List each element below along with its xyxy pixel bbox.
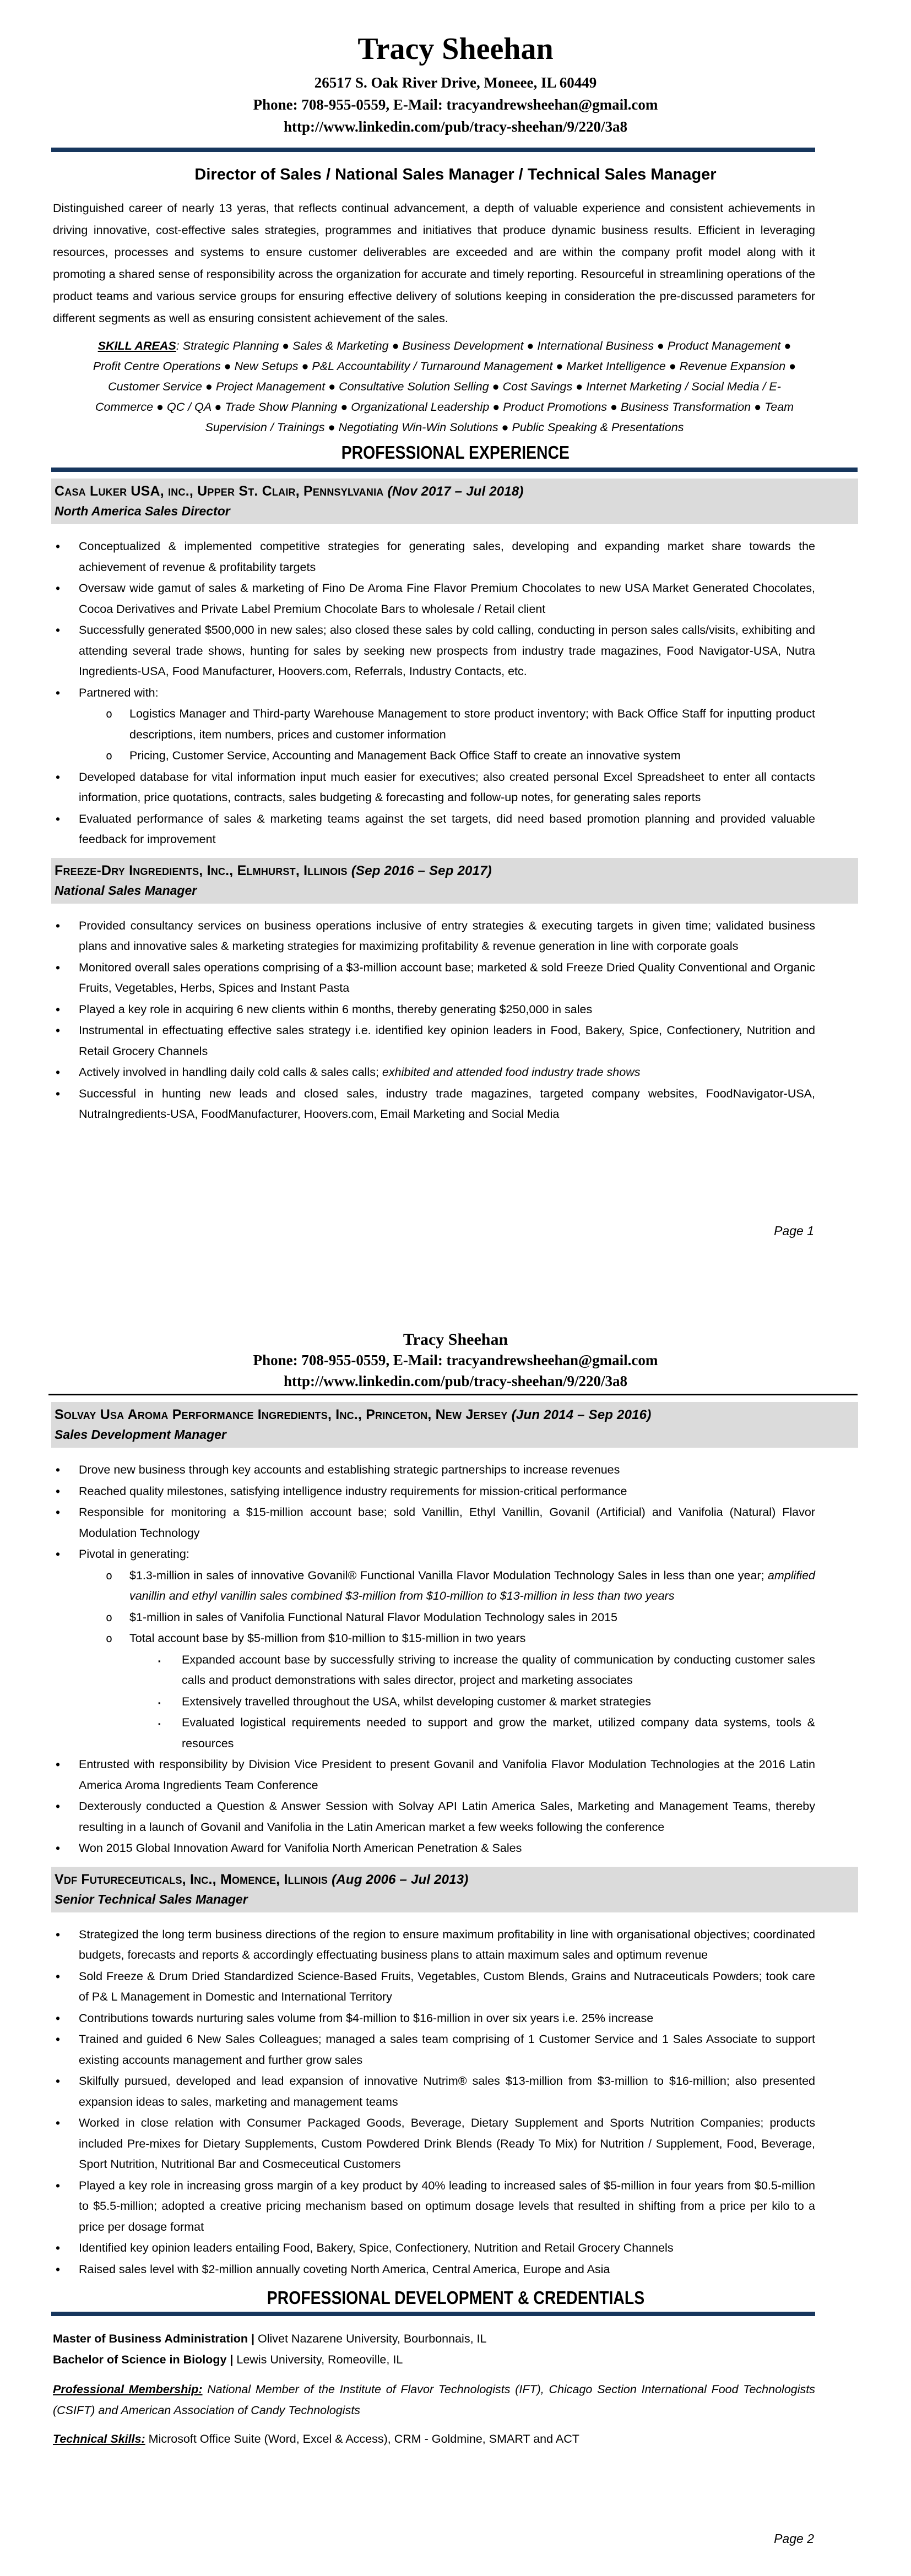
bullet-text: Played a key role in increasing gross margin of a key product by 40% leading to increased sales of $5-million in four years from $0.5-million to $5.5-million; adopted a creative pricing mechanism based on optimum dosage levels that resulted in shifting from a price per kilo to a price per dosage format [79, 2178, 815, 2233]
job-title: Sales Development Manager [55, 1427, 226, 1442]
header-divider [51, 148, 815, 152]
bullet-text: Conceptualized & implemented competitive strategies for generating sales, developing and expanding market share towards the achievement of revenue & profitability targets [79, 540, 815, 574]
bullet-text: Raised sales level with $2-million annually coveting North America, Central America, Europe and Asia [79, 2262, 610, 2276]
bullet-text: Played a key role in acquiring 6 new clients within 6 months, thereby generating $250,000 in sales [79, 1002, 593, 1016]
job-dates: (Nov 2017 – Jul 2018) [387, 484, 524, 499]
bullet-marker-icon: • [56, 1086, 61, 1101]
bullet-item [53, 1925, 815, 1966]
bullet-text: Worked in close relation with Consumer Packaged Goods, Beverage, Dietary Supplement and Sports Nutrition Companies; products included Pre-mixes for Dietary Supplements, Custom Powdered Drink Blends (Ready To Mix) for Nutrition / Supplement, Food, Beverage, Sport Nutrition, Nutritional Bar and Cosmeceutical Customers [79, 2116, 815, 2171]
section-heading-credentials: PROFESSIONAL DEVELOPMENT & CREDENTIALS [267, 2287, 644, 2308]
job-dates: (Sep 2016 – Sep 2017) [351, 863, 492, 878]
bullet-marker-icon: • [56, 581, 61, 595]
bullet-item [53, 2113, 815, 2175]
linkedin-url: http://www.linkedin.com/pub/tracy-sheehan/9/220/3a8 [283, 1373, 628, 1389]
bullet-marker-icon: • [56, 2074, 61, 2088]
bullet-text: Successfully generated $500,000 in new sales; also closed these sales by cold calling, conducting in person sales calls/visits, exhibiting and attending several trade shows, hunting for sales by seeking new prospects from industry trade magazines, Food Navigator-USA, Nutra Ingredients-USA, Food Manufacturer, Hoovers.com, Referrals, Industry Contacts, etc. [79, 623, 815, 678]
bullet-marker-icon: • [56, 1757, 61, 1771]
bullet-item [53, 916, 815, 957]
section-divider [51, 468, 858, 472]
company-name: Solvay Usa Aroma Performance Ingredients, Inc., Princeton, New Jersey [55, 1407, 512, 1422]
bullet-item [53, 2259, 815, 2280]
bullet-text: Provided consultancy services on business operations inclusive of entry strategies & executing targets in given time; validated business plans and innovative sales & marketing strategies for maximizing profitability & revenue generation in line with corporate goals [79, 919, 815, 953]
bullet-text: Sold Freeze & Drum Dried Standardized Science-Based Fruits, Vegetables, Custom Blends, Grains and Nutraceuticals Powders; took care of P& L Management in Domestic and International Territory [79, 1969, 815, 2003]
bullet-item [53, 1692, 815, 1713]
bullet-marker-icon: o [106, 1610, 113, 1624]
company-name: Vdf Futureceuticals, Inc., Momence, Illinois [55, 1871, 332, 1887]
bullet-item [53, 1838, 815, 1859]
technical-skills-label: Technical Skills: [53, 2432, 145, 2445]
skill-areas-list: : Strategic Planning ● Sales & Marketing ● Business Development ● International Business ● Product Management ● Profit Centre Operations ● New Setups ● P&L Accountability / Turnaround Management ● Market Intelligence ● Revenue Expansion ● Customer Service ● Project Management ● Consultative Solution Selling ● Cost Savings ● Internet Marketing / Social Media / E-Commerce ● QC / QA ● Trade Show Planning ● Organizational Leadership ● Product Promotions ● Business Transformation ● Team Supervision / Trainings ● Negotiating Win-Win Solutions ● Public Speaking & Presentations [93, 339, 796, 434]
linkedin-url: http://www.linkedin.com/pub/tracy-sheehan/9/220/3a8 [283, 118, 628, 135]
job-header [51, 479, 858, 524]
bullet-item [53, 2071, 815, 2112]
degree-name: Master of Business Administration | [53, 2332, 255, 2345]
bullet-text: Monitored overall sales operations comprising of a $3-million account base; marketed & sold Freeze Dried Quality Conventional and Organic Fruits, Vegetables, Herbs, Spices and Instant Pasta [79, 960, 815, 994]
bullet-item [53, 1020, 815, 1062]
bullet-marker-icon: o [106, 707, 113, 720]
bullet-marker-icon: ▪ [158, 1656, 161, 1665]
bullet-marker-icon: • [56, 918, 61, 933]
bullet-text: Contributions towards nurturing sales volume from $4-million to $16-million in over six years i.e. 25% increase [79, 2011, 654, 2025]
job-title: North America Sales Director [55, 504, 230, 518]
bullet-text: Trained and guided 6 New Sales Colleagues; managed a sales team comprising of 1 Customer Service and 1 Sales Associate to support existing accounts management and further grow sales [79, 2032, 815, 2067]
bullet-item [53, 1628, 815, 1649]
job-bullet-list [53, 536, 815, 850]
job-company-line [55, 481, 858, 502]
job-title: National Sales Manager [55, 883, 197, 898]
bullet-item [53, 536, 815, 578]
bullet-text: Identified key opinion leaders entailing Food, Bakery, Spice, Confectionery, Nutrition and Retail Grocery Channels [79, 2241, 674, 2254]
job-dates: (Jun 2014 – Sep 2016) [511, 1407, 652, 1422]
bullet-item [53, 1544, 815, 1565]
bullet-text: Dexterously conducted a Question & Answer Session with Solvay API Latin America Sales, Marketing and Management Teams, thereby resulting in a launch of Govanil and Vanifolia in the Latin American market a few weeks following the conference [79, 1800, 815, 1834]
phone-email-line: Phone: 708-955-0559, E-Mail: tracyandrewsheehan@gmail.com [253, 1352, 658, 1368]
company-name: Freeze-Dry Ingredients, Inc., Elmhurst, Illinois [55, 862, 351, 878]
bullet-text: Pricing, Customer Service, Accounting and Management Back Office Staff to create an innovative system [129, 749, 681, 762]
bullet-item [53, 1607, 815, 1628]
bullet-text: Partnered with: [79, 686, 159, 699]
bullet-text: Expanded account base by successfully striving to increase the quality of communication by conducting customer sales calls and product demonstrations with sales director, project and marketing associates [182, 1653, 815, 1687]
bullet-item [53, 2008, 815, 2029]
education-block [53, 2328, 815, 2370]
bullet-marker-icon: o [106, 749, 113, 762]
bullet-item [53, 1481, 815, 1502]
bullet-item [53, 2176, 815, 2238]
experience-jobs-page2 [0, 1402, 911, 2280]
bullet-marker-icon: • [56, 1463, 61, 1477]
bullet-marker-icon: o [106, 1568, 113, 1582]
job-company-line [55, 1869, 858, 1890]
job-bullet-list [53, 1925, 815, 2280]
bullet-marker-icon: • [56, 2032, 61, 2046]
bullet-item [53, 767, 815, 808]
membership-text: National Member of the Institute of Flavor Technologists (IFT), Chicago Section International Food Technologists (CSIFT) and American Association of Candy Technologists [53, 2383, 815, 2417]
bullet-text: Responsible for monitoring a $15-million account base; sold Vanillin, Ethyl Vanillin, Govanil (Artificial) and Vanifolia (Natural) Flavor Modulation Technology [79, 1506, 815, 1540]
institution-name: Lewis University, Romeoville, IL [233, 2353, 403, 2366]
company-name: Casa Luker USA, inc., Upper St. Clair, Pennsylvania [55, 483, 388, 499]
bullet-marker-icon: ▪ [158, 1720, 161, 1728]
bullet-item [53, 1460, 815, 1481]
bullet-text: Total account base by $5-million from $10-million to $15-million in two years [129, 1632, 526, 1645]
bullet-text: Skilfully pursued, developed and lead expansion of innovative Nutrim® sales $13-million from $3-million to $16-million; also presented expansion ideas to sales, marketing and management teams [79, 2074, 815, 2108]
bullet-text-italic: amplified vanillin and ethyl vanillin sales combined $3-million from $10-million to $13-million in less than two years [129, 1568, 815, 1602]
job-header [51, 1867, 858, 1912]
bullet-marker-icon: • [56, 1927, 61, 1942]
experience-jobs-page1 [0, 479, 911, 1125]
bullet-marker-icon: • [56, 2116, 61, 2130]
bullet-marker-icon: ▪ [158, 1698, 161, 1707]
bullet-item [53, 1650, 815, 1691]
bullet-marker-icon: • [56, 1547, 61, 1561]
bullet-item [53, 2238, 815, 2259]
bullet-text: Oversaw wide gamut of sales & marketing of Fino De Aroma Fine Flavor Premium Chocolates to new USA Market Generated Chocolates, Cocoa Derivatives and Private Label Premium Chocolate Bars to wholesale / Retail client [79, 581, 815, 616]
job-bullet-list [53, 916, 815, 1125]
bullet-marker-icon: • [56, 623, 61, 637]
bullet-item [53, 1796, 815, 1838]
membership-label: Professional Membership: [53, 2383, 203, 2396]
bullet-text: Entrusted with responsibility by Division Vice President to present Govanil and Vanifolia Flavor Modulation Technologies at the 2016 Latin America Aroma Ingredients Team Conference [79, 1758, 815, 1792]
bullet-marker-icon: • [56, 2262, 61, 2276]
job-header [51, 858, 858, 904]
bullet-text: Extensively travelled throughout the USA, whilst developing customer & market strategies [182, 1694, 652, 1708]
bullet-marker-icon: • [56, 2010, 61, 2025]
header-divider [48, 1394, 858, 1395]
page-number: Page 1 [774, 1224, 814, 1238]
bullet-marker-icon: • [56, 1483, 61, 1498]
bullet-item [53, 1062, 815, 1083]
job-header [51, 1402, 858, 1448]
bullet-item [53, 1754, 815, 1796]
bullet-marker-icon: • [56, 1065, 61, 1079]
bullet-marker-icon: • [56, 1799, 61, 1813]
bullet-text: Actively involved in handling daily cold calls & sales calls; [79, 1066, 382, 1079]
bullet-item [53, 2029, 815, 2070]
bullet-item [53, 999, 815, 1020]
bullet-item [53, 1713, 815, 1754]
bullet-item [53, 958, 815, 999]
degree-name: Bachelor of Science in Biology | [53, 2353, 234, 2366]
bullet-marker-icon: • [56, 539, 61, 553]
bullet-text: Successful in hunting new leads and closed sales, industry trade magazines, targeted company websites, FoodNavigator-USA, NutraIngredients-USA, FoodManufacturer, Hoovers.com, Email Marketing and Social Media [79, 1086, 815, 1121]
page-number: Page 2 [774, 2531, 814, 2546]
bullet-marker-icon: • [56, 685, 61, 700]
candidate-name: Tracy Sheehan [403, 1330, 508, 1349]
membership-paragraph [53, 2379, 815, 2421]
institution-name: Olivet Nazarene University, Bourbonnais, IL [254, 2332, 487, 2345]
education-line [53, 2349, 815, 2370]
bullet-marker-icon: o [106, 1632, 113, 1645]
bullet-item [53, 1502, 815, 1544]
candidate-name: Tracy Sheehan [357, 32, 554, 66]
bullet-marker-icon: • [56, 769, 61, 784]
bullet-marker-icon: • [56, 811, 61, 826]
skill-areas-paragraph [83, 336, 806, 438]
bullet-item [53, 1566, 815, 1607]
bullet-text: $1-million in sales of Vanifolia Functional Natural Flavor Modulation Technology sales in 2015 [129, 1610, 617, 1624]
bullet-item [53, 1966, 815, 2008]
page-2 [0, 1288, 911, 2576]
bullet-text: Reached quality milestones, satisfying intelligence industry requirements for mission-critical performance [79, 1484, 627, 1498]
bullet-text: Strategized the long term business directions of the region to ensure maximum profitability in line with organisational objectives; coordinated budgets, forecasts and reports & accordingly effectuating business plans to attain maximum sales and optimum revenue [79, 1927, 815, 1961]
bullet-marker-icon: • [56, 1969, 61, 1983]
bullet-text: $1.3-million in sales of innovative Govanil® Functional Vanilla Flavor Modulation Technology Sales in less than one year; [129, 1568, 768, 1582]
job-company-line [55, 1405, 858, 1425]
job-company-line [55, 861, 858, 881]
bullet-marker-icon: • [56, 1841, 61, 1855]
bullet-text: Evaluated performance of sales & marketing teams against the set targets, did need based promotion planning and provided valuable feedback for improvement [79, 812, 815, 846]
bullet-text-italic: exhibited and attended food industry trade shows [382, 1066, 641, 1079]
skill-areas-label: SKILL AREAS [97, 339, 176, 352]
bullet-text: Pivotal in generating: [79, 1547, 189, 1561]
bullet-item [53, 809, 815, 850]
bullet-marker-icon: • [56, 2241, 61, 2255]
bullet-item [53, 746, 815, 767]
bullet-marker-icon: • [56, 960, 61, 975]
bullet-item [53, 683, 815, 704]
job-title: Senior Technical Sales Manager [55, 1892, 248, 1906]
bullet-text: Evaluated logistical requirements needed to support and grow the market, utilized company data systems, tools & resources [182, 1716, 815, 1750]
job-bullet-list [53, 1460, 815, 1859]
bullet-text: Developed database for vital information input much easier for executives; also created personal Excel Spreadsheet to enter all contacts information, price quotations, contracts, sales budgeting & forecasting and follow-up notes, for generating sales reports [79, 770, 815, 804]
technical-skills-paragraph [53, 2428, 815, 2449]
bullet-item [53, 1084, 815, 1125]
job-dates: (Aug 2006 – Jul 2013) [332, 1872, 469, 1887]
bullet-item [53, 578, 815, 619]
bullet-marker-icon: • [56, 1023, 61, 1037]
phone-email-line: Phone: 708-955-0559, E-Mail: tracyandrewsheehan@gmail.com [253, 96, 658, 113]
technical-skills-text: Microsoft Office Suite (Word, Excel & Access), CRM - Goldmine, SMART and ACT [145, 2432, 579, 2445]
bullet-text: Won 2015 Global Innovation Award for Vanifolia North American Penetration & Sales [79, 1841, 522, 1855]
summary-paragraph: Distinguished career of nearly 13 yeras, that reflects continual advancement, a depth of valuable experience and consistent achievements in driving innovative, cost-effective sales strategies, programmes and initiatives that produce dynamic business results. Efficient in leveraging resources, processes and systems to ensure customer deliverables are exceeded and are within the company profit model along with it promoting a shared sense of responsibility across the organization for accurate and timely reporting. Resourceful in streamlining operations of the product teams and various service groups for ensuring effective delivery of solutions keeping in consideration the pre-discussed parameters for different segments as well as ensuring consistent achievement of the sales. [53, 202, 815, 325]
bullet-text: Logistics Manager and Third-party Warehouse Management to store product inventory; with Back Office Staff for inputting product descriptions, item numbers, prices and customer information [129, 707, 815, 741]
bullet-marker-icon: • [56, 1002, 61, 1017]
bullet-item [53, 620, 815, 682]
bullet-item [53, 704, 815, 745]
education-line [53, 2328, 815, 2349]
bullet-marker-icon: • [56, 2178, 61, 2193]
address-line: 26517 S. Oak River Drive, Moneee, IL 60449 [314, 74, 597, 91]
bullet-text: Drove new business through key accounts and establishing strategic partnerships to increase revenues [79, 1463, 620, 1476]
bullet-marker-icon: • [56, 1505, 61, 1519]
section-divider [51, 2312, 815, 2316]
resume-title: Director of Sales / National Sales Manager / Technical Sales Manager [194, 166, 717, 183]
section-heading-experience: PROFESSIONAL EXPERIENCE [341, 442, 570, 463]
bullet-text: Instrumental in effectuating effective sales strategy i.e. identified key opinion leaders in Food, Bakery, Spice, Confectionery, Nutrition and Retail Grocery Channels [79, 1024, 815, 1058]
